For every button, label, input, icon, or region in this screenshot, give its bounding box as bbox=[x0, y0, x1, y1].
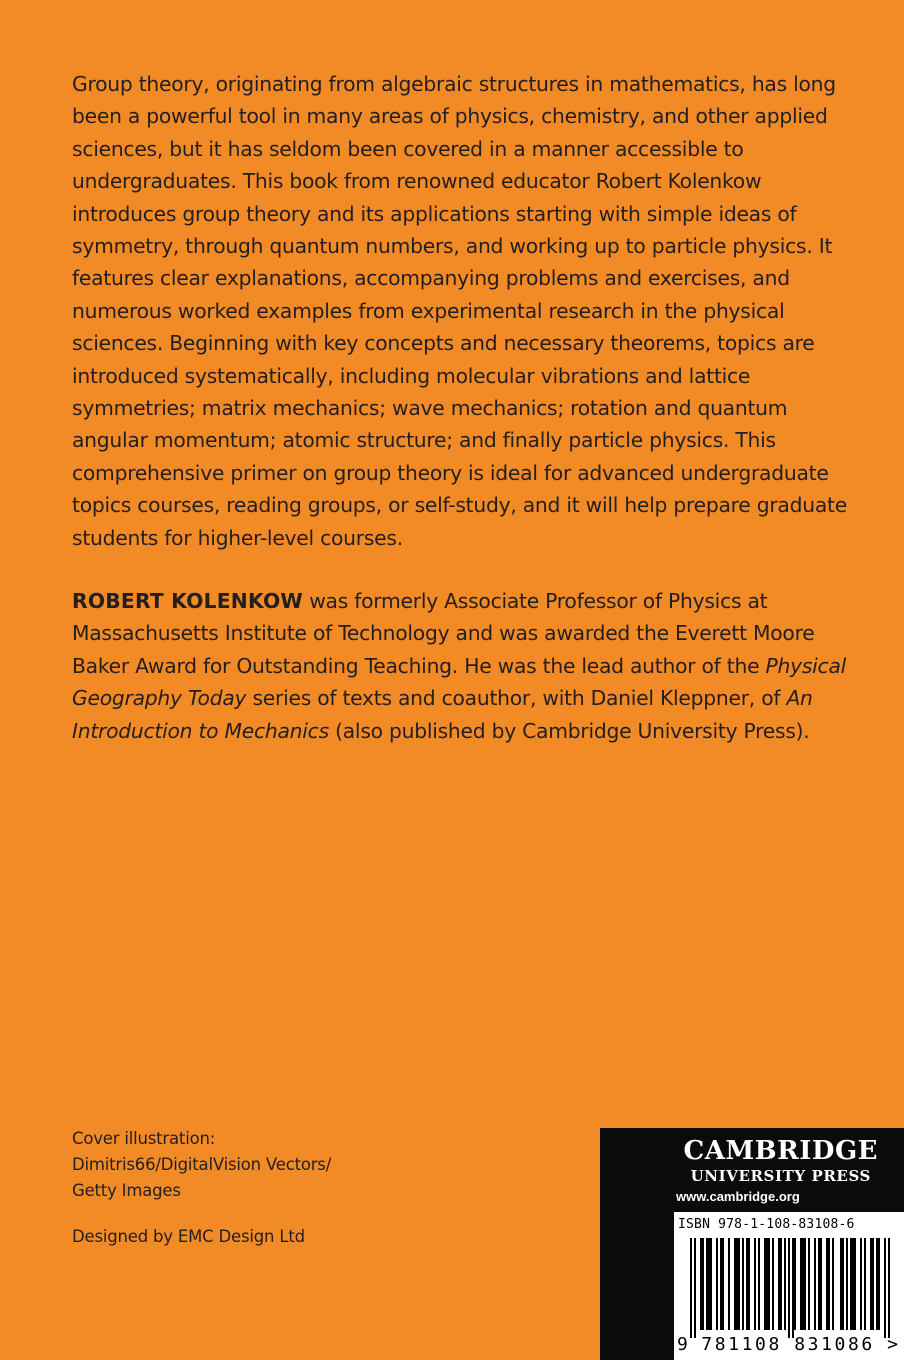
barcode-bar bbox=[710, 1238, 712, 1330]
barcode-bar bbox=[738, 1238, 740, 1330]
book-description: Group theory, originating from algebraic structures in mathematics, has long been a powerful tool in many areas of physics, chemistry, and other applied sciences, but it has seldom been covered in a manner accessible to undergraduates. This book from renowned educator Robert Kolenkow introduces group theory and its applications starting with simple ideas of symmetry, through quantum numbers, and working up to particle physics. It features clear explanations, accompanying problems and exercises, and numerous worked examples from experimental research in the physical sciences. Beginning with key concepts and necessary theorems, topics are introduced systematically, including molecular vibrations and lattice symmetries; matrix mechanics; wave mechanics; rotation and quantum angular momentum; atomic structure; and finally particle physics. This comprehensive primer on group theory is ideal for advanced undergraduate topics courses, reading groups, or self-study, and it will help prepare graduate students for higher-level courses. bbox=[72, 72, 847, 550]
barcode-bar bbox=[870, 1238, 872, 1330]
barcode-bar bbox=[826, 1238, 828, 1330]
barcode-bar bbox=[840, 1238, 842, 1330]
barcode-bar bbox=[748, 1238, 750, 1330]
barcode-bar bbox=[772, 1238, 774, 1330]
author-bio bbox=[72, 585, 852, 747]
barcode-bar bbox=[884, 1238, 886, 1338]
barcode-bar bbox=[800, 1238, 802, 1330]
cover-illustration-credit: Cover illustration: Dimitris66/DigitalVision Vectors/ Getty Images bbox=[72, 1129, 332, 1200]
barcode-bars bbox=[686, 1238, 892, 1338]
barcode-arrow: > bbox=[887, 1334, 898, 1355]
barcode-group-2: 831086 bbox=[794, 1334, 875, 1355]
barcode-bar bbox=[736, 1238, 738, 1330]
barcode-panel bbox=[674, 1212, 904, 1360]
barcode-bar bbox=[876, 1238, 878, 1330]
barcode-bar bbox=[828, 1238, 830, 1330]
barcode-bar bbox=[808, 1238, 810, 1330]
barcode-bar bbox=[716, 1238, 718, 1330]
barcode-bar bbox=[860, 1238, 862, 1330]
publisher-subtitle: UNIVERSITY PRESS bbox=[690, 1167, 871, 1185]
barcode-bar bbox=[814, 1238, 816, 1330]
barcode-bar bbox=[758, 1238, 760, 1330]
barcode-bar bbox=[802, 1238, 804, 1330]
author-bio-text-2: series of texts and coauthor, with Daniel Kleppner, of bbox=[246, 686, 787, 711]
barcode-bar bbox=[842, 1238, 844, 1330]
barcode-bar bbox=[788, 1238, 790, 1338]
publisher-name: CAMBRIDGE bbox=[683, 1136, 878, 1166]
barcode-bar bbox=[742, 1238, 744, 1330]
barcode-bar bbox=[706, 1238, 708, 1330]
barcode-bar bbox=[832, 1238, 834, 1330]
barcode-bar bbox=[694, 1238, 696, 1338]
barcode-bar bbox=[792, 1238, 794, 1338]
publisher-url: www.cambridge.org bbox=[676, 1189, 800, 1204]
credits bbox=[72, 1126, 372, 1250]
barcode-bar bbox=[872, 1238, 874, 1330]
barcode-bar bbox=[766, 1238, 768, 1330]
barcode-bar bbox=[854, 1238, 856, 1330]
barcode-bar bbox=[702, 1238, 704, 1330]
barcode-bar bbox=[864, 1238, 866, 1330]
barcode-bar bbox=[804, 1238, 806, 1330]
barcode-bar bbox=[708, 1238, 710, 1330]
barcode-bar bbox=[768, 1238, 770, 1330]
barcode-bar bbox=[746, 1238, 748, 1330]
barcode-bar bbox=[846, 1238, 848, 1330]
barcode-bar bbox=[794, 1238, 796, 1330]
publisher-imprint-block bbox=[600, 1128, 904, 1360]
book-title-physical-geography: Physical Geography Today bbox=[72, 653, 847, 711]
barcode-bar bbox=[780, 1238, 782, 1330]
barcode-bar bbox=[852, 1238, 854, 1330]
barcode-bar bbox=[754, 1238, 756, 1330]
barcode-bar bbox=[722, 1238, 724, 1330]
barcode-bar bbox=[720, 1238, 722, 1330]
designer-credit: Designed by EMC Design Ltd bbox=[72, 1227, 305, 1246]
barcode-bar bbox=[690, 1238, 692, 1338]
barcode-bar bbox=[820, 1238, 822, 1330]
author-bio-text-1: was formerly Associate Professor of Physics at Massachusetts Institute of Technology and was awarded the Everett Moore Baker Award for Outstanding Teaching. He was the lead author of the bbox=[72, 589, 815, 678]
author-bio-text-3: (also published by Cambridge University Press). bbox=[328, 718, 810, 743]
barcode-bar bbox=[728, 1238, 730, 1330]
isbn-label: ISBN 978-1-108-83108-6 bbox=[678, 1217, 855, 1232]
barcode-bar bbox=[734, 1238, 736, 1330]
barcode-group-1: 781108 bbox=[701, 1334, 782, 1355]
barcode-bar bbox=[784, 1238, 786, 1330]
barcode-digits bbox=[674, 1334, 900, 1355]
barcode-bar bbox=[700, 1238, 702, 1330]
barcode-bar bbox=[850, 1238, 852, 1330]
book-title-intro-mechanics: An Introduction to Mechanics bbox=[72, 686, 813, 743]
barcode-bar bbox=[818, 1238, 820, 1330]
barcode-bar bbox=[764, 1238, 766, 1330]
barcode-lead-digit: 9 bbox=[677, 1334, 688, 1355]
barcode-bar bbox=[878, 1238, 880, 1330]
barcode-bar bbox=[888, 1238, 890, 1338]
barcode-bar bbox=[778, 1238, 780, 1330]
author-name: ROBERT KOLENKOW bbox=[72, 589, 303, 613]
